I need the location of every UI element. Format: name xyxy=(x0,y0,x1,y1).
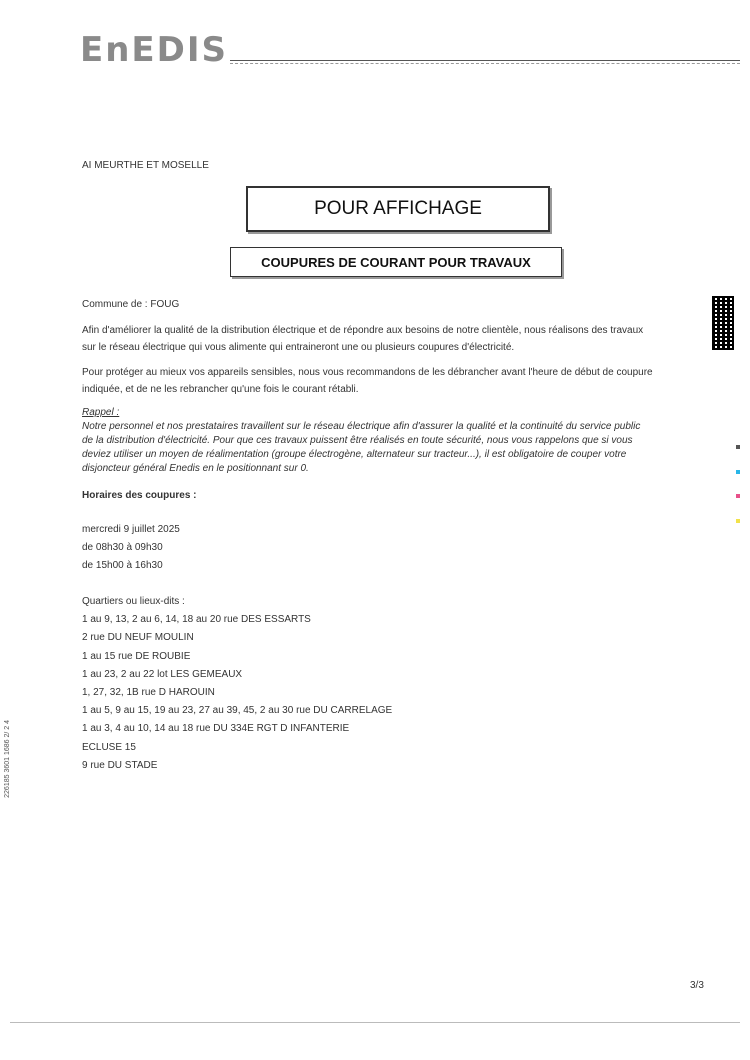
horaires-block xyxy=(82,521,692,575)
quartiers-heading: Quartiers ou lieux-dits : xyxy=(82,596,185,607)
rappel-label: Rappel : xyxy=(82,407,120,418)
enedis-logo: EnEDIS xyxy=(80,30,229,70)
intro-line: sur le réseau électrique qui vous alimente qui entraineront une ou plusieurs coupures d'électricité. xyxy=(82,342,515,353)
quartier-item: 1 au 3, 4 au 10, 14 au 18 rue DU 334E RGT D INFANTERIE xyxy=(82,723,350,735)
quartier-item: 2 rue DU NEUF MOULIN xyxy=(82,632,194,644)
print-mark-cyan xyxy=(736,470,740,474)
advice-line: indiquée, et de ne les rebrancher qu'une fois le courant rétabli. xyxy=(82,384,359,395)
quartier-item: 1 au 9, 13, 2 au 6, 14, 18 au 20 rue DES ESSARTS xyxy=(82,614,311,626)
commune: Commune de : FOUG xyxy=(82,299,180,310)
side-reference-code: 226185 3601 1686 2/ 2 4 xyxy=(4,720,11,798)
header-rule-dashed xyxy=(230,63,740,64)
rappel-line: disjoncteur général Enedis en le positionnant sur 0. xyxy=(82,463,309,474)
quartier-item: 9 rue DU STADE xyxy=(82,759,158,771)
datamatrix-code xyxy=(712,296,734,350)
title-box xyxy=(246,186,550,232)
advice-paragraph xyxy=(82,364,692,398)
quartier-item: 1 au 23, 2 au 22 lot LES GEMEAUX xyxy=(82,668,243,680)
rappel-line: deviez utiliser un moyen de réalimentation (groupe électrogène, alternateur sur tracteur...), il est obligatoire de couper votre xyxy=(82,449,627,460)
region-label: AI MEURTHE ET MOSELLE xyxy=(82,160,209,171)
print-mark-black xyxy=(736,445,740,449)
page-number: 3/3 xyxy=(690,980,704,991)
page-subtitle: COUPURES DE COURANT POUR TRAVAUX xyxy=(261,254,531,270)
print-mark-magenta xyxy=(736,494,740,498)
coupure-date: mercredi 9 juillet 2025 xyxy=(82,524,180,535)
coupure-slot: de 08h30 à 09h30 xyxy=(82,542,163,553)
subtitle-box xyxy=(230,247,562,277)
rappel-block xyxy=(82,406,692,476)
header-rule xyxy=(230,60,740,61)
quartier-item: 1 au 5, 9 au 15, 19 au 23, 27 au 39, 45, 2 au 30 rue DU CARRELAGE xyxy=(82,705,393,717)
horaires-heading: Horaires des coupures : xyxy=(82,490,197,501)
print-mark-yellow xyxy=(736,519,740,523)
footer-rule xyxy=(10,1022,740,1023)
quartier-item: ECLUSE 15 xyxy=(82,741,136,753)
intro-paragraph xyxy=(82,322,692,356)
quartier-item: 1, 27, 32, 1B rue D HAROUIN xyxy=(82,687,215,699)
rappel-line: Notre personnel et nos prestataires travaillent sur le réseau électrique afin d'assurer la qualité et la continuité du service public xyxy=(82,421,641,432)
quartier-item: 1 au 15 rue DE ROUBIE xyxy=(82,650,191,662)
coupure-slot: de 15h00 à 16h30 xyxy=(82,560,163,571)
advice-line: Pour protéger au mieux vos appareils sensibles, nous vous recommandons de les débrancher avant l'heure de début de coupure xyxy=(82,367,653,378)
page-title: POUR AFFICHAGE xyxy=(314,198,482,219)
rappel-line: de la distribution d'électricité. Pour que ces travaux puissent être réalisés en toute sécurité, nous vous rappelons que si vous xyxy=(82,435,633,446)
intro-line: Afin d'améliorer la qualité de la distribution électrique et de répondre aux besoins de notre clientèle, nous réalisons des travaux xyxy=(82,325,644,336)
quartiers-block xyxy=(82,593,692,775)
